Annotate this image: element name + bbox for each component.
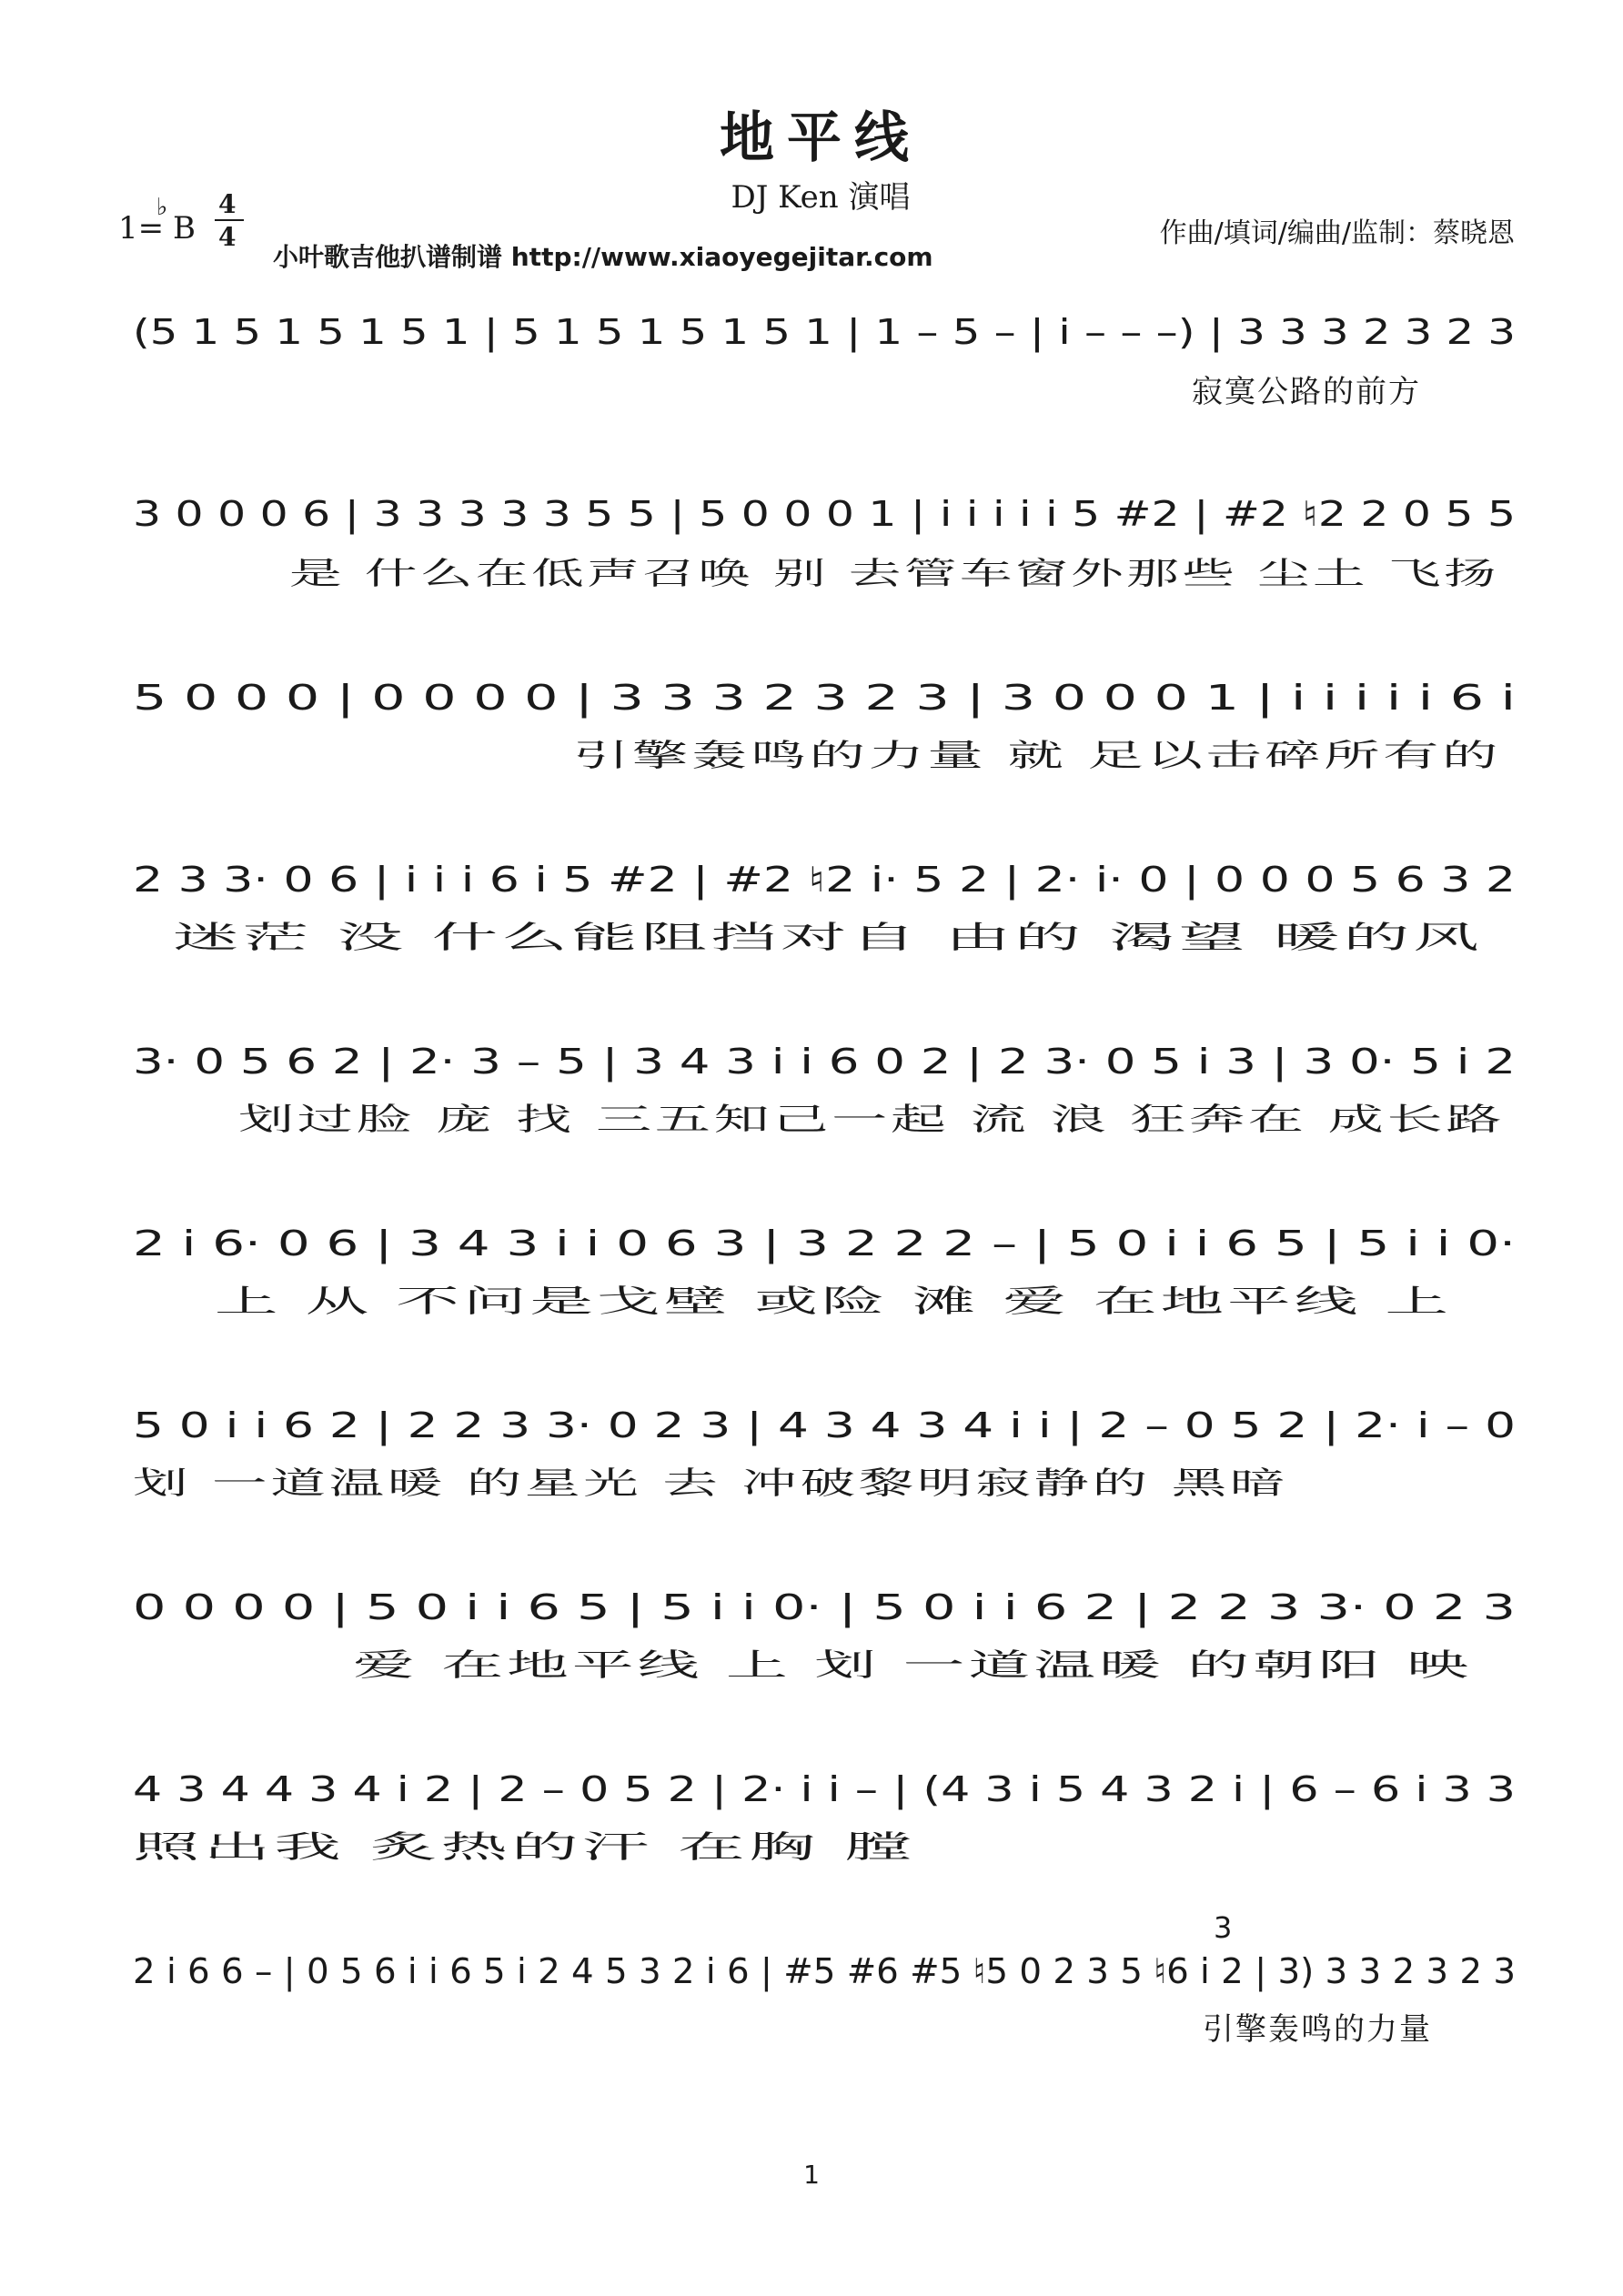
volta-mark: 3 — [1214, 1910, 1233, 1945]
key-flat-sign: ♭ — [156, 194, 168, 221]
lyric-line: 上 从 不问是戈壁 或险 滩 爱 在地平线 上 — [215, 1284, 1452, 1320]
key-signature — [118, 194, 196, 247]
lyric-line: 寂寞公路的前方 — [1192, 374, 1421, 410]
performer-credit: DJ Ken 演唱 — [731, 179, 911, 216]
notation-line: 5 0 0 0 | 0 0 0 0 | 3 3 3 2 3 2 3 | 3 0 0 0 1 | i i i i i 6 i — [133, 678, 1029, 718]
music-system — [133, 494, 1516, 592]
lyric-line: 迷茫 没 什么能阻挡对自 由的 渴望 暖的风 — [173, 920, 1484, 956]
music-system — [133, 1769, 1516, 1866]
notation-line: 3· 0 5 6 2 | 2· 3 – 5 | 3 4 3 i i 6 0 2 | 2 3· 0 5 i 3 | 3 0· 5 i 2 — [133, 1042, 1126, 1082]
time-signature — [215, 189, 244, 252]
music-system — [133, 1042, 1516, 1138]
key-letter: B — [173, 210, 196, 247]
notation-line: 3 0 0 0 6 | 3 3 3 3 3 5 5 | 5 0 0 0 1 | i i i i i 5 #2 | #2 ♮2 2 0 5 5 — [133, 494, 1211, 534]
lyric-line: 划过脸 庞 找 三五知己一起 流 浪 狂奔在 成长路 — [238, 1102, 1505, 1138]
notation-line: 5 0 i i 6 2 | 2 2 3 3· 0 2 3 | 4 3 4 3 4 i i | 2 – 0 5 2 | 2· i – 0 — [133, 1405, 1120, 1445]
music-system — [133, 1587, 1516, 1684]
time-signature-bottom: 4 — [218, 222, 237, 252]
lyric-line: 划 一道温暖 的星光 去 冲破黎明寂静的 黑暗 — [133, 1465, 1288, 1502]
page-number: 1 — [803, 2160, 820, 2190]
key-prefix: 1= — [118, 210, 165, 247]
notation-line: 2 i 6 6 – | 0 5 6 i i 6 5 i 2 4 5 3 2 i 6 | #5 #6 #5 ♮5 0 2 3 5 ♮6 i 2 | 3) 3 3 2 3 2 3 — [133, 1951, 1489, 1991]
music-system — [133, 860, 1516, 956]
lyric-line: 爱 在地平线 上 划 一道温暖 的朝阳 映 — [353, 1647, 1472, 1684]
music-system — [133, 312, 1516, 410]
lyric-line: 照出我 炙热的汗 在胸 膛 — [133, 1829, 915, 1866]
music-system — [133, 1224, 1516, 1320]
song-title: 地平线 — [720, 106, 922, 170]
notation-line: 0 0 0 0 | 5 0 i i 6 5 | 5 i i 0· | 5 0 i i 6 2 | 2 2 3 3· 0 2 3 — [133, 1587, 1051, 1627]
transcriber-credit: 小叶歌吉他扒谱制谱 http://www.xiaoyegejitar.com — [273, 242, 933, 272]
lyric-line: 引擎轰鸣的力量 就 足以击碎所有的 — [573, 738, 1501, 774]
lyric-line: 是 什么在低声召唤 别 去管车窗外那些 尘土 飞扬 — [289, 556, 1499, 592]
notation-line: 2 3 3· 0 6 | i i i 6 i 5 #2 | #2 ♮2 i· 5 2 | 2· i· 0 | 0 0 0 5 6 3 2 — [133, 860, 1144, 900]
music-system — [133, 678, 1516, 774]
notation-line: 2 i 6· 0 6 | 3 4 3 i i 0 6 3 | 3 2 2 2 – | 5 0 i i 6 5 | 5 i i 0· — [133, 1224, 1067, 1264]
lyric-line: 引擎轰鸣的力量 — [1203, 2011, 1432, 2048]
notation-line: 4 3 4 4 3 4 i 2 | 2 – 0 5 2 | 2· i i – | (4 3 i 5 4 3 2 i | 6 – 6 i 3 3 — [133, 1769, 1172, 1809]
music-system — [133, 1910, 1516, 2048]
time-signature-top: 4 — [218, 189, 237, 219]
composer-credit: 作曲/填词/编曲/监制：蔡晓恩 — [1159, 217, 1515, 249]
music-system — [133, 1405, 1516, 1502]
notation-line: (5 1 5 1 5 1 5 1 | 5 1 5 1 5 1 5 1 | 1 – 5 – | i – – –) | 3 3 3 2 3 2 3 — [133, 312, 1226, 352]
